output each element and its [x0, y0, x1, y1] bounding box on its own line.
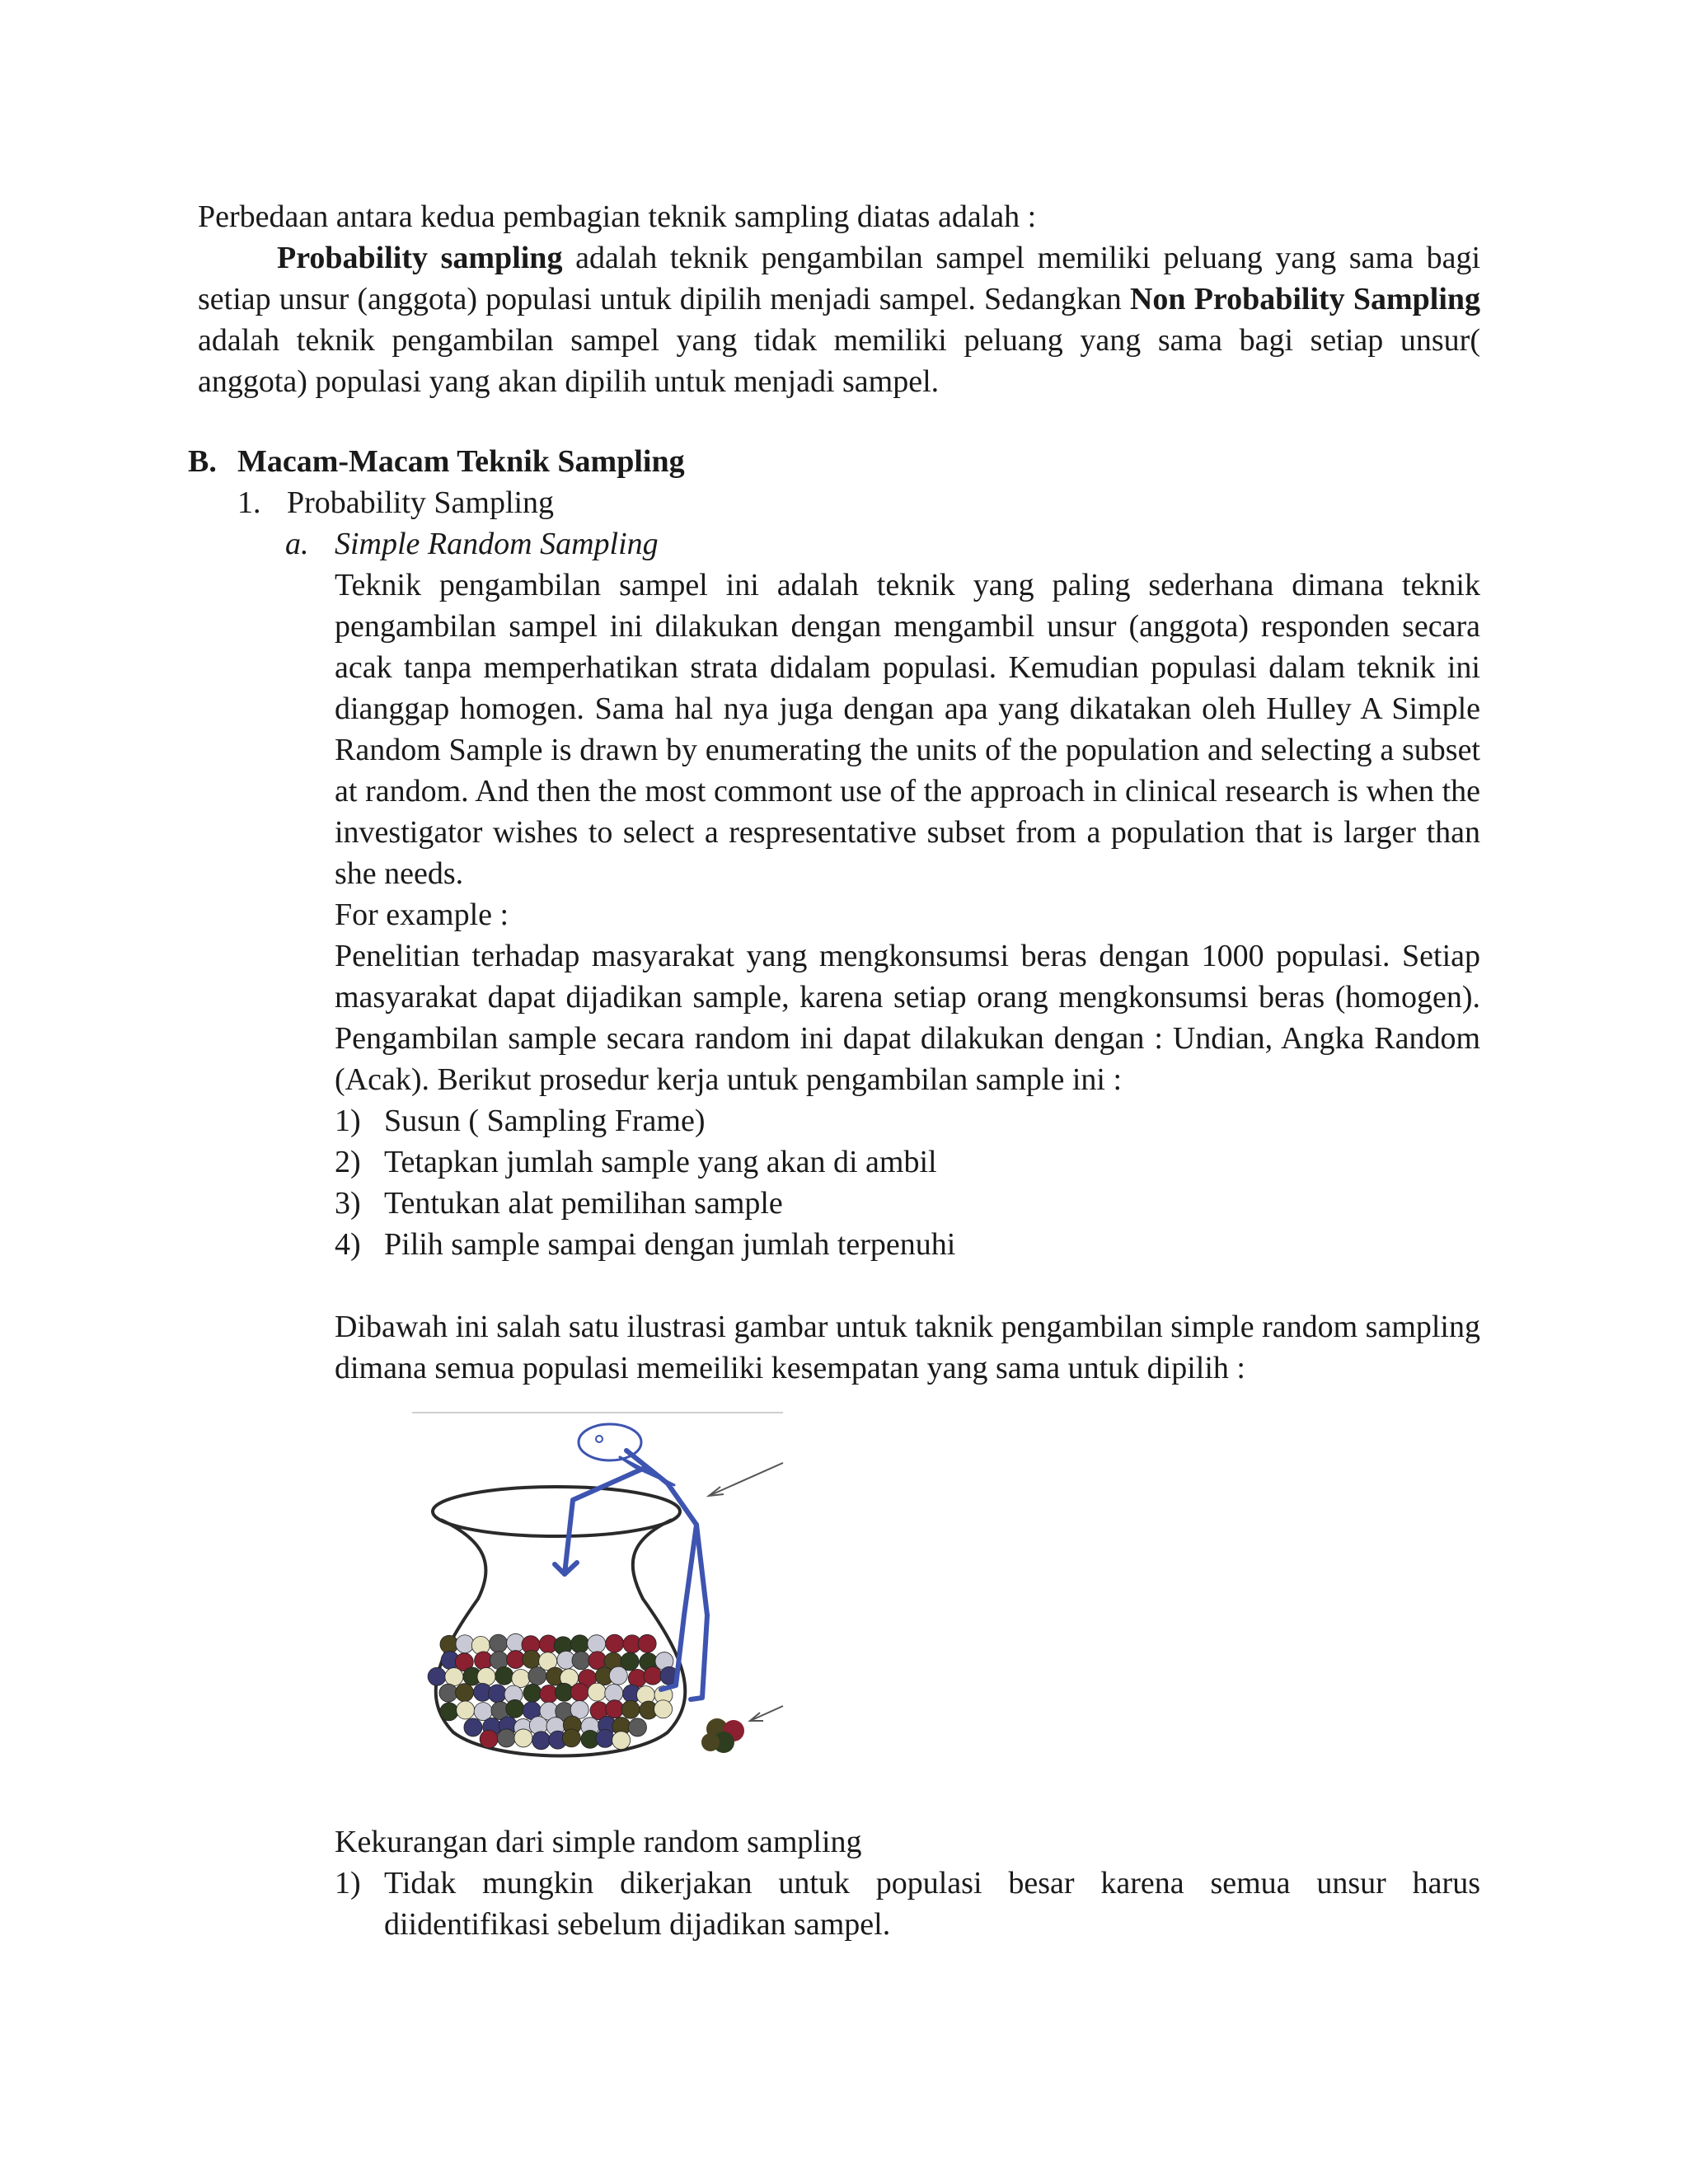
step-text: Pilih sample sampai dengan jumlah terpenuhi: [384, 1227, 956, 1262]
ball: [609, 1666, 627, 1685]
ball: [606, 1634, 624, 1652]
subsection-title: Probability Sampling: [287, 485, 555, 520]
ball: [523, 1650, 541, 1668]
ball: [644, 1666, 662, 1685]
step-text: Tetapkan jumlah sample yang akan di ambil: [384, 1145, 937, 1179]
ball: [456, 1635, 474, 1653]
probability-term: Probability sampling: [277, 241, 563, 275]
intro-line: Perbedaan antara kedua pembagian teknik sampling diatas adalah :: [198, 199, 1037, 234]
ball: [629, 1718, 647, 1736]
section-heading: [188, 441, 217, 482]
intro-block: [198, 196, 1480, 402]
ball: [562, 1729, 580, 1747]
for-example-label: For example :: [335, 898, 509, 932]
step-number: 4): [335, 1227, 361, 1262]
srs-body: [335, 565, 1480, 1100]
ball: [638, 1634, 656, 1652]
ball: [605, 1685, 623, 1703]
section-title: Macam-Macam Teknik Sampling: [237, 444, 685, 479]
ball: [570, 1683, 588, 1701]
ball: [588, 1683, 606, 1701]
step-text: Tentukan alat pemilihan sample: [384, 1186, 783, 1221]
ball: [506, 1699, 524, 1718]
drawback-number: 1): [335, 1866, 361, 1900]
step-number: 3): [335, 1186, 361, 1221]
arrow-icon: [709, 1463, 783, 1721]
ball: [606, 1700, 624, 1718]
ball: [490, 1634, 508, 1652]
ball: [507, 1651, 525, 1669]
ball: [612, 1732, 631, 1750]
ball: [464, 1718, 482, 1736]
ball: [456, 1684, 474, 1702]
srs-paragraph: Teknik pengambilan sampel ini adalah teknik yang paling sederhana dimana teknik pengambilan sampel ini dilakukan dengan mengambil unsur (anggota) responden secara acak tanpa memperhatikan strata didalam populasi. Kemudian populasi dalam teknik ini dianggap homogen. Sama hal nya juga dengan apa yang dikatakan oleh Hulley A Simple Random Sample is drawn by enumerating the units of the population and selecting a subset at random. And then the most commont use of the approach in clinical research is when the investigator wishes to select a respresentative subset from a population that is larger than she needs.: [335, 568, 1480, 891]
ball: [528, 1667, 546, 1685]
ball: [457, 1701, 475, 1719]
drawbacks-heading: Kekurangan dari simple random sampling: [335, 1825, 862, 1859]
balls-in-jar: [428, 1633, 678, 1749]
ball: [428, 1667, 446, 1685]
ball: [532, 1732, 551, 1750]
ball: [654, 1700, 673, 1718]
non-probability-term: Non Probability Sampling: [1129, 282, 1481, 316]
step-text: Susun ( Sampling Frame): [384, 1104, 706, 1138]
simple-random-sampling-illustration: [404, 1409, 791, 1764]
ball: [480, 1730, 498, 1748]
ball: [477, 1667, 495, 1685]
ball: [596, 1729, 614, 1747]
step-number: 1): [335, 1104, 361, 1138]
step-number: 2): [335, 1145, 361, 1179]
ball: [621, 1700, 640, 1718]
ball: [570, 1635, 588, 1653]
illustration-intro: Dibawah ini salah satu ilustrasi gambar untuk taknik pengambilan simple random sampling dimana semua populasi memeiliki kesempatan yang sama untuk dipilih :: [335, 1310, 1480, 1385]
selected-balls: [701, 1718, 744, 1753]
ball: [497, 1729, 515, 1747]
ball: [588, 1635, 606, 1653]
item-title: Simple Random Sampling: [335, 527, 659, 561]
probability-definition-text: adalah teknik pengambilan sampel memiliki peluang yang sama bagi setiap unsur (anggota) populasi untuk dipilih menjadi sampel. Sedangkan: [198, 241, 1481, 316]
ball: [440, 1703, 458, 1721]
ball: [488, 1685, 506, 1703]
ball: [514, 1729, 532, 1747]
probability-definition: [198, 237, 1480, 402]
ball: [523, 1684, 542, 1702]
ball: [445, 1668, 463, 1686]
ball: [512, 1669, 530, 1687]
ball: [439, 1684, 457, 1702]
ball: [495, 1666, 513, 1685]
item-letter: a.: [285, 527, 309, 561]
subsection-number: 1.: [237, 485, 261, 520]
ball: [572, 1652, 590, 1670]
example-paragraph: Penelitian terhadap masyarakat yang mengkonsumsi beras dengan 1000 populasi. Setiap masyarakat dapat dijadikan sample, karena setiap orang mengkonsumsi beras (homogen). Pengambilan sample secara random ini dapat dilakukan dengan : Undian, Angka Random (Acak). Berikut prosedur kerja untuk pengambilan sample ini :: [335, 939, 1480, 1097]
section-letter: B.: [188, 444, 217, 479]
non-probability-definition-text: adalah teknik pengambilan sampel yang tidak memiliki peluang yang sama bagi setiap unsur( anggota) populasi yang akan dipilih untuk menjadi sampel.: [198, 323, 1480, 399]
drawback-text: Tidak mungkin dikerjakan untuk populasi besar karena semua unsur harus diidentifikasi sebelum dijadikan sampel.: [384, 1866, 1480, 1942]
